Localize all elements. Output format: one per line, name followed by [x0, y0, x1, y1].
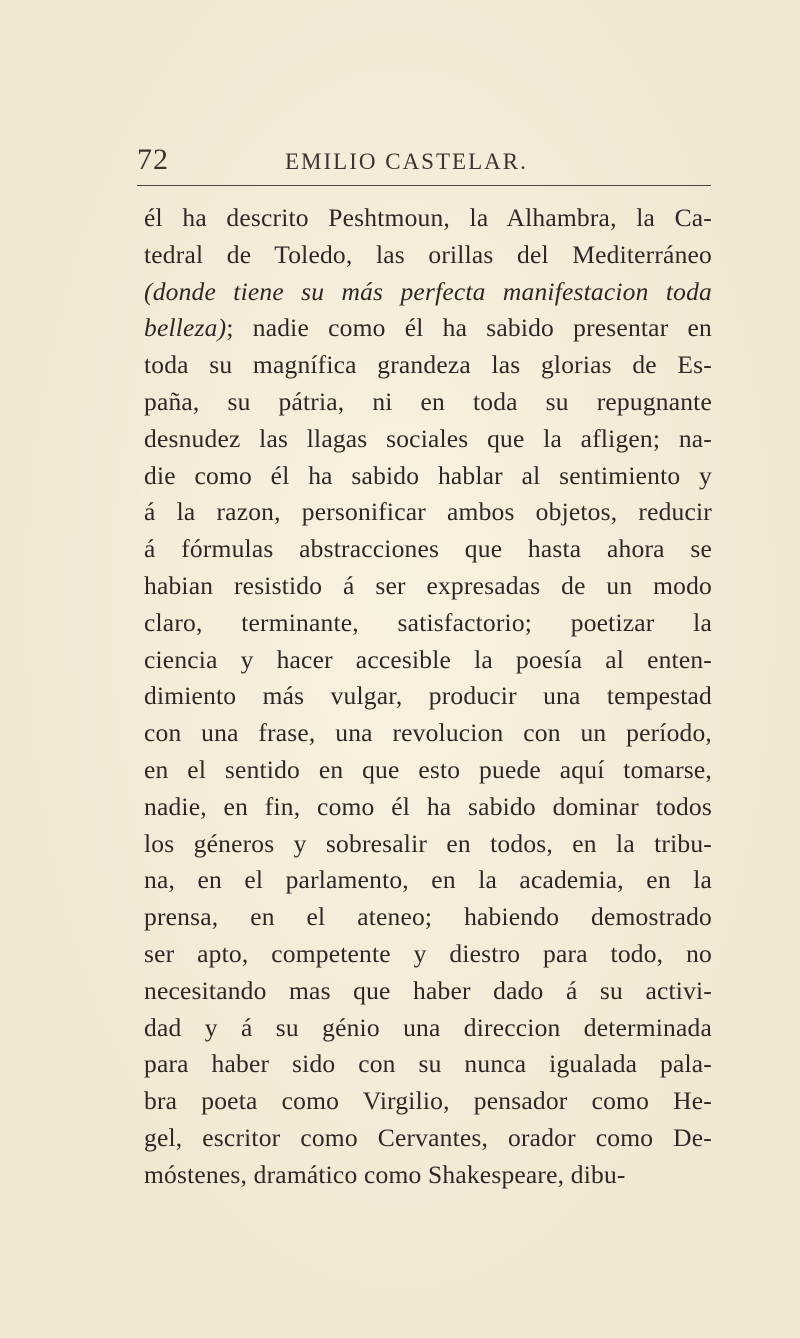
text-segment: ; nadie como él ha sabido presentar en — [226, 313, 712, 343]
text-line: desnudez las llagas sociales que la afligen; na- — [144, 423, 712, 453]
text-line: con una frase, una revolucion con un período, — [144, 718, 712, 748]
text-line: móstenes, dramático como Shakespeare, dibu- — [144, 1159, 626, 1189]
text-line — [144, 310, 712, 347]
page-header — [137, 143, 711, 183]
text-line: á fórmulas abstracciones que hasta ahora se — [144, 534, 712, 564]
text-line: en el sentido en que esto puede aquí tomarse, — [144, 754, 712, 784]
text-line: prensa, en el ateneo; habiendo demostrado — [144, 902, 712, 932]
page-number: 72 — [137, 143, 169, 176]
text-line: ser apto, competente y diestro para todo, no — [144, 938, 712, 968]
text-line: para haber sido con su nunca igualada pala- — [144, 1049, 712, 1079]
text-line: claro, terminante, satisfactorio; poetizar la — [144, 607, 712, 637]
text-line: toda su magnífica grandeza las glorias de Es- — [144, 350, 712, 380]
text-line: gel, escritor como Cervantes, orador como De- — [144, 1122, 712, 1152]
italic-text: belleza) — [144, 313, 227, 343]
text-line: ciencia y hacer accesible la poesía al enten- — [144, 644, 712, 674]
running-head: EMILIO CASTELAR. — [285, 149, 528, 174]
text-line: á la razon, personificar ambos objetos, reducir — [144, 497, 712, 527]
text-line: él ha descrito Peshtmoun, la Alhambra, la Ca- — [144, 203, 712, 232]
text-line: dimiento más vulgar, producir una tempestad — [144, 681, 712, 711]
text-line: na, en el parlamento, en la academia, en la — [144, 865, 712, 895]
text-line: necesitando mas que haber dado á su activi- — [144, 975, 712, 1005]
text-line: dad y á su génio una direccion determinada — [144, 1012, 712, 1042]
text-line: habian resistido á ser expresadas de un modo — [144, 570, 712, 600]
text-line: bra poeta como Virgilio, pensador como He- — [144, 1086, 712, 1116]
text-line: nadie, en fin, como él ha sabido dominar todos — [144, 791, 712, 821]
text-line: los géneros y sobresalir en todos, en la tribu- — [144, 828, 712, 858]
italic-text: (donde tiene su más perfecta manifestacion toda — [144, 276, 712, 306]
text-line — [144, 274, 712, 311]
text-line: paña, su pátria, ni en toda su repugnante — [144, 386, 712, 416]
text-line: die como él ha sabido hablar al sentimiento y — [144, 460, 712, 490]
body-text — [144, 200, 712, 1194]
text-line: tedral de Toledo, las orillas del Mediterráneo — [144, 239, 712, 269]
header-rule — [137, 185, 711, 186]
